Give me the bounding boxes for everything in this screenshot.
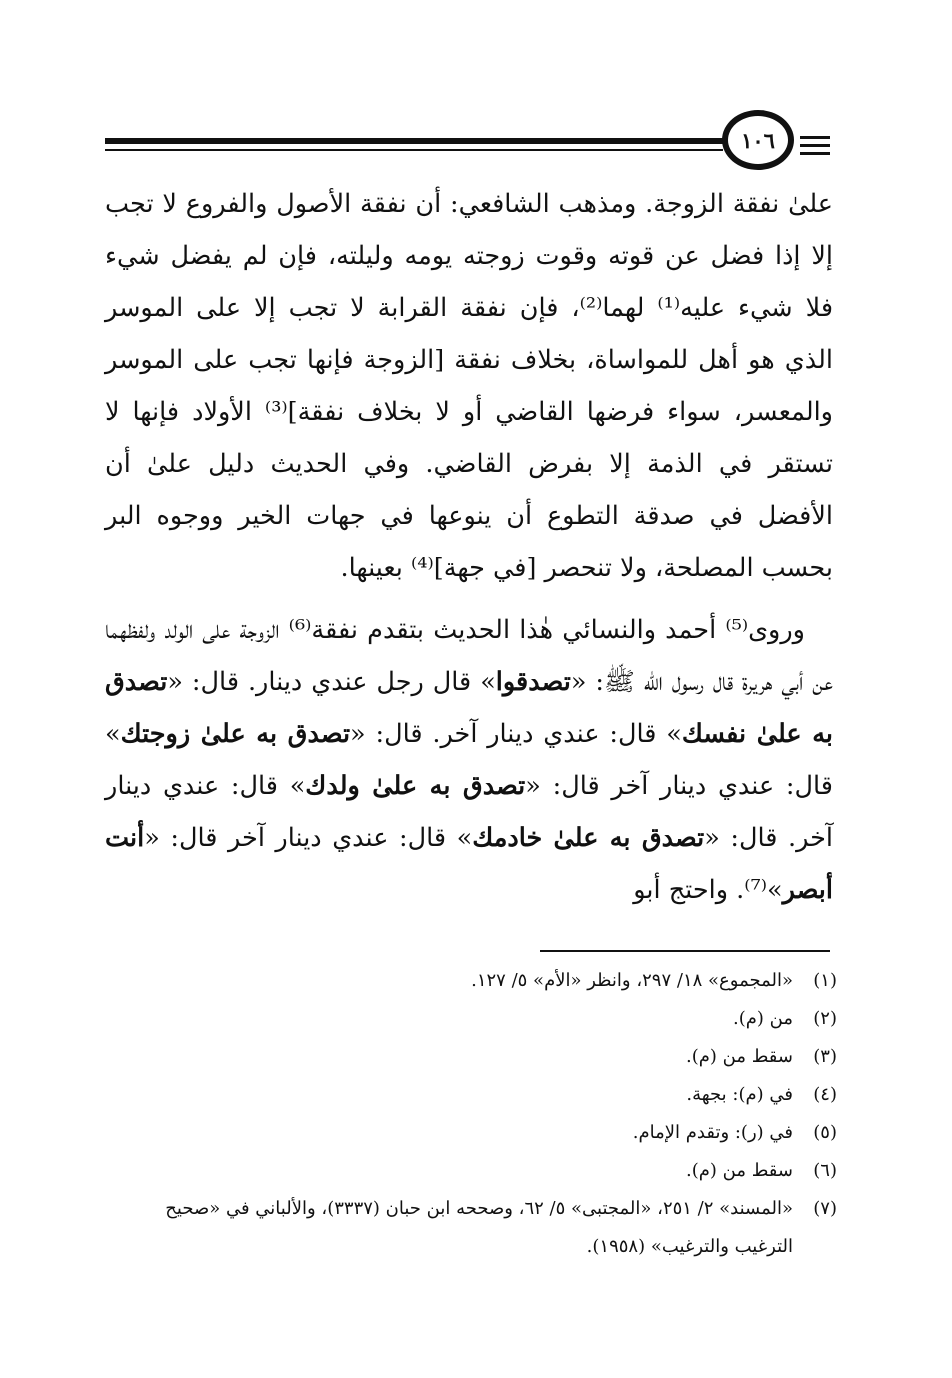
header-rule-right-bottom bbox=[800, 152, 830, 155]
quote-5: تصدق به علىٰ خادمك bbox=[472, 823, 705, 853]
footnote-text: في (ر): وتقدم الإمام. bbox=[632, 1122, 793, 1143]
footnote-text: سقط من (م). bbox=[686, 1046, 793, 1067]
footnote-separator bbox=[540, 950, 830, 952]
footnote-6 bbox=[105, 1152, 837, 1190]
page-number: ١٠٦ bbox=[722, 110, 794, 170]
footnote-number: (٣) bbox=[813, 1046, 837, 1067]
footnote-number: (٤) bbox=[813, 1084, 837, 1105]
para2-part-b: » قال رجل عندي دينار. قال: « bbox=[167, 667, 496, 697]
quote-3: تصدق به علىٰ زوجتك bbox=[120, 719, 351, 749]
footnotes bbox=[105, 962, 837, 1266]
footnote-text: «المسند» ٢/ ٢٥١، «المجتبى» ٥/ ٦٢، وصححه ابن حبان (٣٣٣٧)، والألباني في «صحيح الترغيب والترغيب» (١٩٥٨). bbox=[165, 1198, 793, 1257]
footnote-number: (٥) bbox=[813, 1122, 837, 1143]
quote-2: تصدق به علىٰ نفسك bbox=[105, 667, 833, 749]
main-text bbox=[105, 178, 833, 916]
header-rule-right-top bbox=[800, 136, 830, 139]
para2-part-g: »⁽⁷⁾. واحتج أبو bbox=[633, 875, 783, 905]
footnote-5 bbox=[105, 1114, 837, 1152]
para2-part-d: » قال: عندي دينار آخر قال: « bbox=[105, 719, 833, 801]
footnote-text: في (م): بجهة. bbox=[686, 1084, 793, 1105]
header-rule-thin bbox=[105, 149, 723, 151]
footnote-text: من (م). bbox=[733, 1008, 793, 1029]
quote-4: تصدق به علىٰ ولدك bbox=[305, 771, 526, 801]
footnote-4 bbox=[105, 1076, 837, 1114]
footnote-number: (٢) bbox=[813, 1008, 837, 1029]
footnote-7 bbox=[105, 1190, 837, 1266]
header-rule-right-mid bbox=[800, 144, 830, 147]
footnote-text: «المجموع» ١٨/ ٢٩٧، وانظر «الأم» ٥/ ١٢٧. bbox=[471, 970, 793, 991]
quote-1: تصدقوا bbox=[495, 667, 571, 697]
header-rule-thick bbox=[105, 138, 723, 144]
page-header bbox=[0, 0, 952, 180]
footnote-number: (٧) bbox=[813, 1198, 837, 1219]
para2-part-a: وروى⁽⁵⁾ أحمد والنسائي هٰذا الحديث بتقدم نفقة⁽⁶⁾ الزوجة على الولد ولفظهما عن أبي هريرة قال رسول الله ﷺ: « bbox=[105, 615, 833, 697]
paragraph-2 bbox=[105, 604, 833, 916]
para2-part-e: » قال: عندي دينار آخر. قال: « bbox=[105, 771, 833, 853]
para2-part-f: » قال: عندي دينار آخر قال: « bbox=[144, 823, 473, 853]
paragraph-1: علىٰ نفقة الزوجة. ومذهب الشافعي: أن نفقة الأصول والفروع لا تجب إلا إذا فضل عن قوته وقوت زوجته يومه وليلته، فإن لم يفضل شيء فلا شيء عليه⁽¹⁾ لهما⁽²⁾، فإن نفقة القرابة لا تجب إلا على الموسر الذي هو أهل للمواساة، بخلاف نفقة [الزوجة فإنها تجب على الموسر والمعسر، سواء فرضها القاضي أو لا بخلاف نفقة]⁽³⁾ الأولاد فإنها لا تستقر في الذمة إلا بفرض القاضي. وفي الحديث دليل علىٰ أن الأفضل في صدقة التطوع أن ينوعها في جهات الخير ووجوه البر بحسب المصلحة، ولا تنحصر [في جهة]⁽⁴⁾ بعينها. bbox=[105, 189, 834, 583]
para2-part-c: » قال: عندي دينار آخر. قال: « bbox=[350, 719, 682, 749]
quote-6: أنت أبصر bbox=[105, 823, 833, 905]
footnote-1 bbox=[105, 962, 837, 1000]
footnote-text: سقط من (م). bbox=[686, 1160, 793, 1181]
footnote-3 bbox=[105, 1038, 837, 1076]
footnote-number: (٦) bbox=[813, 1160, 837, 1181]
footnote-number: (١) bbox=[813, 970, 837, 991]
footnote-2 bbox=[105, 1000, 837, 1038]
